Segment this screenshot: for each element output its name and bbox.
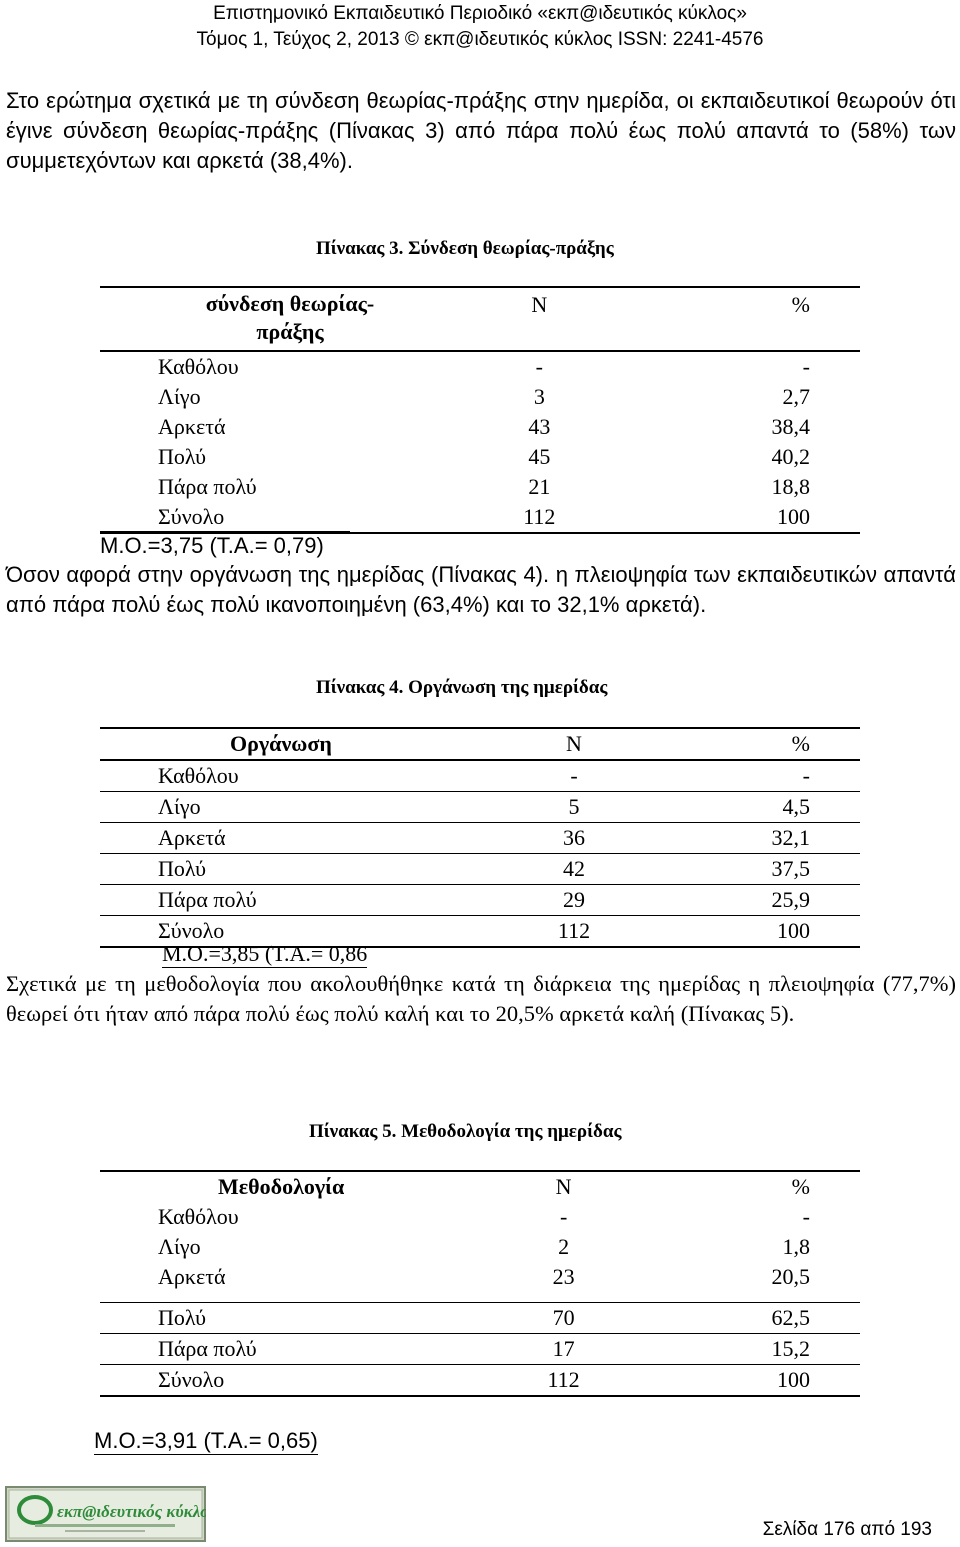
table-row xyxy=(100,351,860,382)
logo-wordmark: εκπ@ιδευτικός κύκλος xyxy=(57,1502,206,1521)
cell-category: Καθόλου xyxy=(158,763,239,788)
page-number: Σελίδα 176 από 193 xyxy=(762,1519,932,1540)
cell-pct: 20,5 xyxy=(771,1264,810,1289)
cell-category: Αρκετά xyxy=(158,1264,226,1289)
table-5 xyxy=(100,1170,860,1397)
cell-pct: 18,8 xyxy=(771,474,810,499)
cell-pct: 37,5 xyxy=(771,856,810,881)
cell-category: Πολύ xyxy=(158,444,207,469)
table-4-header-pct: % xyxy=(791,731,810,756)
table-3-caption: Πίνακας 3. Σύνδεση θεωρίας-πράξης xyxy=(316,238,614,259)
cell-category: Πάρα πολύ xyxy=(158,474,257,499)
cell-n: - xyxy=(559,1204,568,1229)
table-row xyxy=(100,382,860,412)
table-row xyxy=(100,412,860,442)
table-row xyxy=(100,885,860,916)
cell-pct: 2,7 xyxy=(782,384,810,409)
cell-category: Λίγο xyxy=(158,1234,201,1259)
table-4-header-n: N xyxy=(566,731,582,756)
cell-pct: 38,4 xyxy=(771,414,810,439)
table-4-header-category: Οργάνωση xyxy=(230,731,332,756)
cell-pct: 25,9 xyxy=(771,887,810,912)
cell-category: Σύνολο xyxy=(158,918,225,943)
paragraph-1: Στο ερώτημα σχετικά με τη σύνδεση θεωρίας-πράξης στην ημερίδα, οι εκπαιδευτικοί θεωρούν ότι έγινε σύνδεση θεωρίας-πράξης (Πίνακας 3) από πάρα πολύ έως πολύ απαντά το (58%) των συμμετεχόντων και αρκετά (38,4%). xyxy=(6,88,956,173)
table-row xyxy=(100,1232,860,1262)
table-header-row xyxy=(100,728,860,760)
table-3-statistics: Μ.Ο.=3,75 (Τ.Α.= 0,79) xyxy=(100,531,350,559)
cell-n: 36 xyxy=(563,825,585,850)
cell-pct: 15,2 xyxy=(771,1336,810,1361)
table-3-header-pct: % xyxy=(791,292,810,317)
table-5-header-pct: % xyxy=(791,1174,810,1199)
cell-n: 17 xyxy=(552,1336,575,1361)
cell-category: Πάρα πολύ xyxy=(158,887,257,912)
cell-n: - xyxy=(570,763,578,788)
table-row xyxy=(100,502,860,533)
cell-category: Λίγο xyxy=(158,384,201,409)
table-row xyxy=(100,1365,860,1397)
cell-n: 21 xyxy=(528,474,551,499)
cell-n: 42 xyxy=(563,856,585,881)
cell-pct: 100 xyxy=(777,918,810,943)
header-text: σύνδεση θεωρίας-πράξης xyxy=(205,291,375,344)
paragraph-3: Σχετικά με τη μεθοδολογία που ακολουθήθηκε κατά τη διάρκεια της ημερίδας η πλειοψηφία (77,7%) θεωρεί ότι ήταν από πάρα πολύ έως πολύ καλή και το 20,5% αρκετά καλή (Πίνακας 5). xyxy=(6,971,956,1026)
table-5-caption: Πίνακας 5. Μεθοδολογία της ημερίδας xyxy=(309,1121,622,1142)
table-row xyxy=(100,442,860,472)
logo-graphic xyxy=(5,1486,206,1542)
cell-category: Πολύ xyxy=(158,1305,207,1330)
cell-pct: - xyxy=(802,354,810,379)
table-4 xyxy=(100,727,860,948)
table-3 xyxy=(100,286,860,534)
journal-title: Επιστημονικό Εκπαιδευτικό Περιοδικό «εκπ@ιδευτικός κύκλος» xyxy=(213,3,747,24)
journal-issue-line: Τόμος 1, Τεύχος 2, 2013 © εκπ@ιδευτικός κύκλος ISSN: 2241-4576 xyxy=(196,29,764,50)
cell-n: 43 xyxy=(528,414,551,439)
cell-pct: 100 xyxy=(777,504,810,529)
table-row xyxy=(100,854,860,885)
table-header-row xyxy=(100,1171,860,1202)
table-3-header-category xyxy=(100,287,490,351)
cell-category: Καθόλου xyxy=(158,354,239,379)
cell-n: 112 xyxy=(523,504,556,529)
cell-n: 3 xyxy=(533,384,545,409)
cell-pct: 4,5 xyxy=(782,794,810,819)
table-4-statistics: Μ.Ο.=3,85 (Τ.Α.= 0,86 xyxy=(162,941,368,966)
cell-pct: 40,2 xyxy=(771,444,810,469)
table-3-header-n: N xyxy=(531,292,548,317)
cell-n: 112 xyxy=(557,918,591,943)
table-row xyxy=(100,760,860,792)
cell-n: 23 xyxy=(552,1264,575,1289)
table-row xyxy=(100,472,860,502)
cell-category: Καθόλου xyxy=(158,1204,239,1229)
cell-pct: - xyxy=(802,763,810,788)
cell-category: Πάρα πολύ xyxy=(158,1336,257,1361)
table-row xyxy=(100,792,860,823)
cell-pct: 62,5 xyxy=(771,1305,810,1330)
cell-pct: 1,8 xyxy=(782,1234,810,1259)
table-row xyxy=(100,1334,860,1365)
cell-category: Σύνολο xyxy=(158,504,225,529)
table-5-header-category: Μεθοδολογία xyxy=(218,1174,345,1199)
cell-category: Αρκετά xyxy=(158,825,226,850)
cell-n: 45 xyxy=(528,444,551,469)
cell-pct: 32,1 xyxy=(771,825,810,850)
cell-n: 5 xyxy=(568,794,580,819)
cell-n: 112 xyxy=(547,1367,580,1392)
table-5-header-n: N xyxy=(555,1174,572,1199)
cell-pct: - xyxy=(802,1204,810,1229)
table-row xyxy=(100,1262,860,1303)
cell-n: 29 xyxy=(563,887,585,912)
paragraph-2: Όσον αφορά στην οργάνωση της ημερίδας (Πίνακας 4). η πλειοψηφία των εκπαιδευτικών απαντά από πάρα πολύ έως πολύ ικανοποιημένη (63,4%) και το 32,1% αρκετά). xyxy=(6,562,956,617)
cell-category: Πολύ xyxy=(158,856,207,881)
cell-n: 70 xyxy=(552,1305,575,1330)
cell-n: - xyxy=(535,354,543,379)
table-row xyxy=(100,1303,860,1334)
table-4-caption: Πίνακας 4. Οργάνωση της ημερίδας xyxy=(316,677,608,698)
cell-category: Αρκετά xyxy=(158,414,226,439)
cell-n: 2 xyxy=(558,1234,570,1259)
cell-category: Λίγο xyxy=(158,794,201,819)
cell-pct: 100 xyxy=(777,1367,810,1392)
cell-category: Σύνολο xyxy=(158,1367,225,1392)
table-header-row xyxy=(100,287,860,351)
table-5-statistics: Μ.Ο.=3,91 (Τ.Α.= 0,65) xyxy=(94,1428,318,1453)
journal-logo xyxy=(5,1486,206,1542)
table-row xyxy=(100,823,860,854)
table-row xyxy=(100,1202,860,1232)
